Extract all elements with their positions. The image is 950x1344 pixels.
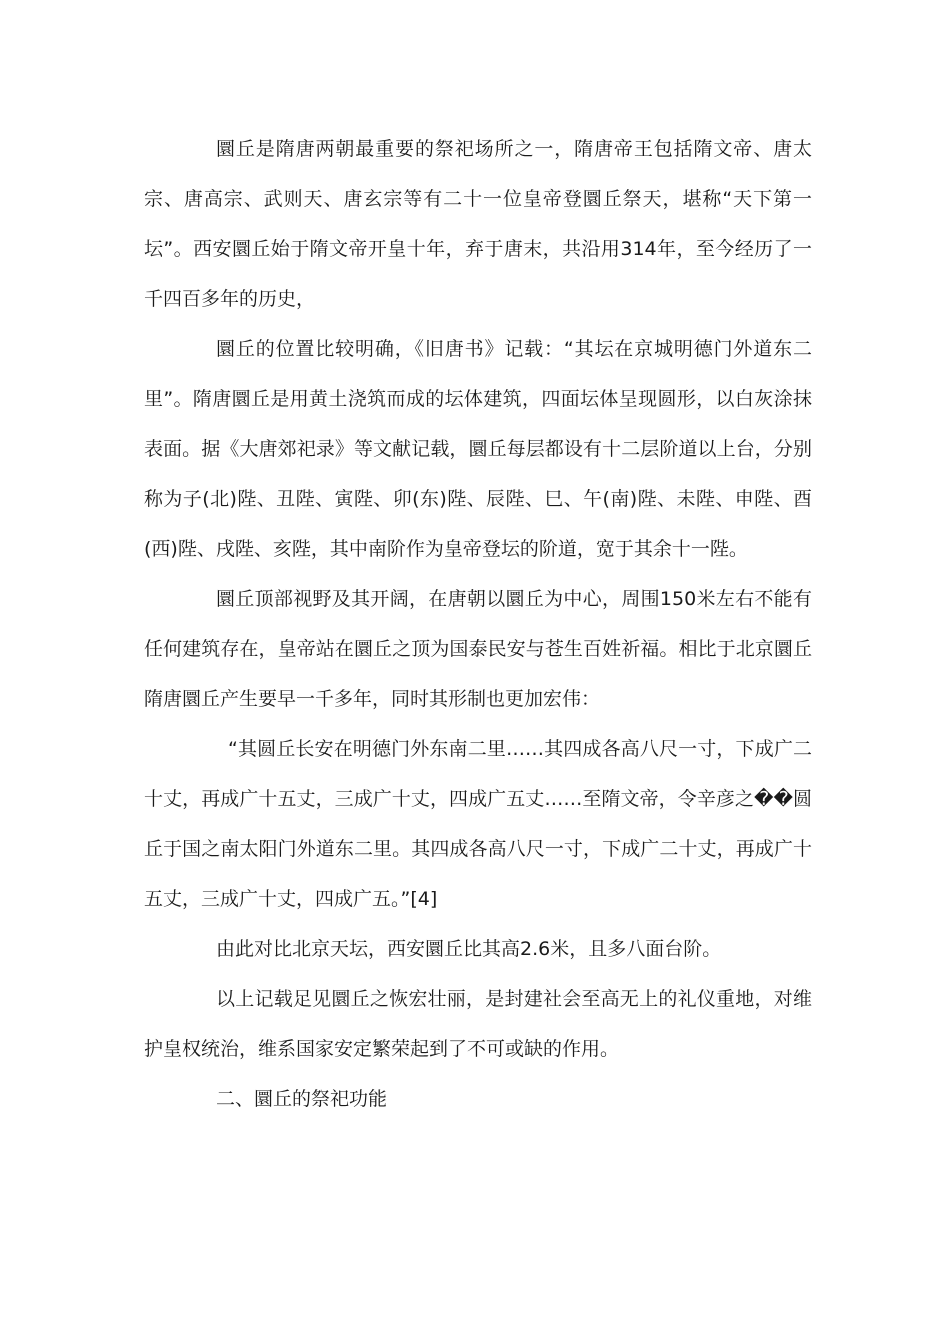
paragraph-summary: 以上记载足见圜丘之恢宏壮丽，是封建社会至高无上的礼仪重地，对维护皇权统治，维系国家安定繁荣起到了不可或缺的作用。 <box>144 988 812 1060</box>
section-heading: 二、圜丘的祭祀功能 <box>216 1088 388 1110</box>
paragraph-location: 圜丘的位置比较明确，《旧唐书》记载：“其坛在京城明德门外道东二里”。隋唐圜丘是用黄土浇筑而成的坛体建筑，四面坛体呈现圆形，以白灰涂抹表面。据《大唐郊祀录》等文献记载，圜丘每层都设有十二层阶道以上台，分别称为子(北)陛、丑陛、寅陛、卯(东)陛、辰陛、巳、午(南)陛、未陛、申陛、酉(西)陛、戌陛、亥陛，其中南阶作为皇帝登坛的阶道，宽于其余十一陛。 <box>144 338 812 560</box>
paragraph-view: 圜丘顶部视野及其开阔，在唐朝以圜丘为中心，周围150米左右不能有任何建筑存在，皇帝站在圜丘之顶为国泰民安与苍生百姓祈福。相比于北京圜丘隋唐圜丘产生要早一千多年，同时其形制也更加宏伟： <box>144 588 812 710</box>
document-body <box>144 124 812 1124</box>
paragraph-comparison: 由此对比北京天坛，西安圜丘比其高2.6米，且多八面台阶。 <box>216 938 722 960</box>
paragraph-quote: “其圆丘长安在明德门外东南二里……其四成各高八尺一寸，下成广二十丈，再成广十五丈，三成广十丈，四成广五丈……至隋文帝，令辛彦之��圆丘于国之南太阳门外道东二里。其四成各高八尺一寸，下成广二十丈，再成广十五丈，三成广十丈，四成广五。”[4] <box>144 738 812 910</box>
paragraph-intro: 圜丘是隋唐两朝最重要的祭祀场所之一，隋唐帝王包括隋文帝、唐太宗、唐高宗、武则天、唐玄宗等有二十一位皇帝登圜丘祭天，堪称“天下第一坛”。西安圜丘始于隋文帝开皇十年，弃于唐末，共沿用314年，至今经历了一千四百多年的历史， <box>144 138 812 310</box>
